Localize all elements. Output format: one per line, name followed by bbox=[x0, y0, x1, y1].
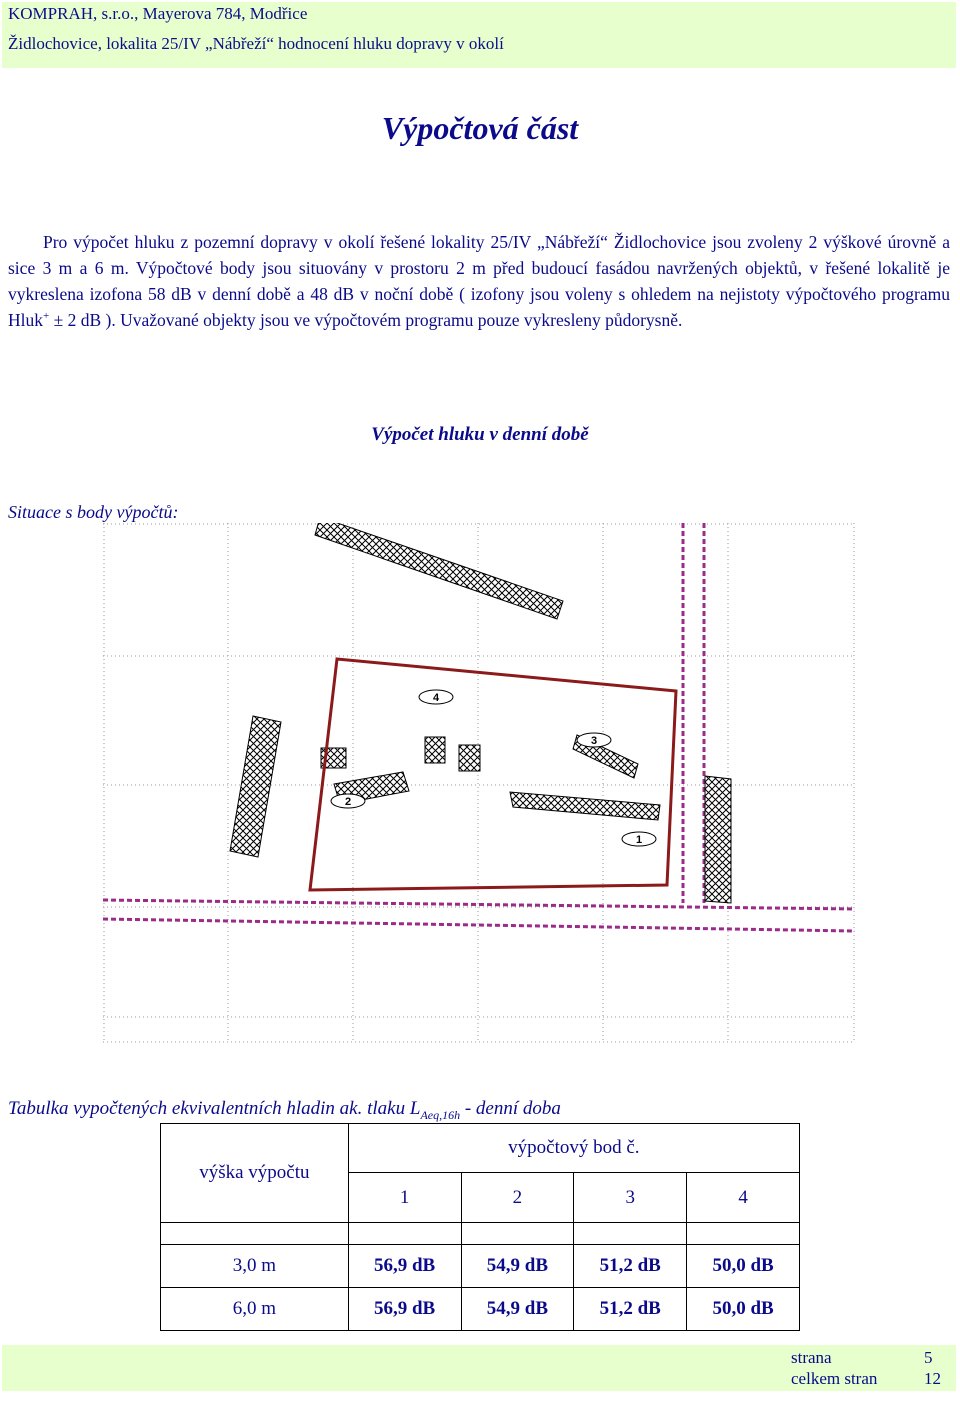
table-caption bbox=[8, 1098, 561, 1123]
col-header-3: 3 bbox=[574, 1173, 687, 1223]
svg-text:2: 2 bbox=[344, 796, 352, 808]
col-header-1: 1 bbox=[348, 1173, 461, 1223]
spacer-cell bbox=[574, 1223, 687, 1245]
header-company: KOMPRAH, s.r.o., Mayerova 784, Modřice bbox=[8, 4, 308, 23]
calculation-point-2 bbox=[331, 794, 365, 808]
svg-text:1: 1 bbox=[635, 834, 643, 846]
day-calculation-title: Výpočet hluku v denní době bbox=[371, 424, 589, 445]
table-caption-pre: Tabulka vypočtených ekvivalentních hladin ak. tlaku L bbox=[8, 1098, 421, 1119]
spacer-cell bbox=[348, 1223, 461, 1245]
svg-text:3: 3 bbox=[590, 735, 598, 747]
intro-sup: + bbox=[43, 310, 50, 323]
table-caption-post: - denní doba bbox=[460, 1098, 561, 1119]
situation-map bbox=[103, 523, 855, 1043]
total-pages-label: celkem stran bbox=[791, 1369, 878, 1388]
svg-text:4: 4 bbox=[432, 692, 440, 704]
header-project: Židlochovice, lokalita 25/IV „Nábřeží“ hodnocení hluku dopravy v okolí bbox=[8, 34, 504, 53]
calculation-point-4 bbox=[419, 690, 453, 704]
intro-text-end: ± 2 dB ). Uvažované objekty jsou ve výpočtovém programu pouze vykresleny půdorysně. bbox=[49, 310, 683, 330]
table-row bbox=[161, 1288, 800, 1331]
table-caption-sub: Aeq,16h bbox=[420, 1107, 461, 1122]
noise-levels-table bbox=[160, 1123, 800, 1331]
map-background bbox=[103, 523, 855, 1043]
total-pages: 12 bbox=[924, 1369, 941, 1388]
calculation-point-3 bbox=[577, 733, 611, 747]
value-cell: 56,9 dB bbox=[348, 1245, 461, 1288]
col-header-4: 4 bbox=[687, 1173, 800, 1223]
intro-text: Pro výpočet hluku z pozemní dopravy v okolí řešené lokality 25/IV „Nábřeží“ Židlochovice jsou zvoleny 2 výškové úrovně a sice 3 m a 6 m. Výpočtové body jsou situovány v prostoru 2 m před budoucí fasádou navržených objektů, v řešené lokalitě je vykreslena izofona 58 dB v denní době a 48 dB v noční době ( izofony jsou voleny s ohledem na nejistoty výpočtového programu Hluk bbox=[8, 232, 950, 330]
spacer-cell bbox=[687, 1223, 800, 1245]
height-header: výška výpočtu bbox=[161, 1124, 349, 1223]
value-cell: 50,0 dB bbox=[687, 1245, 800, 1288]
row-height-label: 3,0 m bbox=[161, 1245, 349, 1288]
spacer-cell bbox=[461, 1223, 574, 1245]
row-height-label: 6,0 m bbox=[161, 1288, 349, 1331]
point-header: výpočtový bod č. bbox=[348, 1124, 799, 1173]
building-east bbox=[705, 776, 731, 903]
spacer-cell bbox=[161, 1223, 349, 1245]
value-cell: 51,2 dB bbox=[574, 1288, 687, 1331]
page-number: 5 bbox=[924, 1348, 933, 1367]
page-title: Výpočtová část bbox=[381, 110, 579, 146]
value-cell: 56,9 dB bbox=[348, 1288, 461, 1331]
table-row bbox=[161, 1245, 800, 1288]
calculation-point-1 bbox=[622, 832, 656, 846]
building-small-4 bbox=[459, 745, 480, 771]
value-cell: 54,9 dB bbox=[461, 1245, 574, 1288]
intro-paragraph bbox=[8, 229, 950, 333]
value-cell: 54,9 dB bbox=[461, 1288, 574, 1331]
col-header-2: 2 bbox=[461, 1173, 574, 1223]
situation-label: Situace s body výpočtů: bbox=[8, 502, 179, 522]
value-cell: 51,2 dB bbox=[574, 1245, 687, 1288]
page-label: strana bbox=[791, 1348, 832, 1367]
value-cell: 50,0 dB bbox=[687, 1288, 800, 1331]
building-small-3 bbox=[425, 737, 445, 763]
